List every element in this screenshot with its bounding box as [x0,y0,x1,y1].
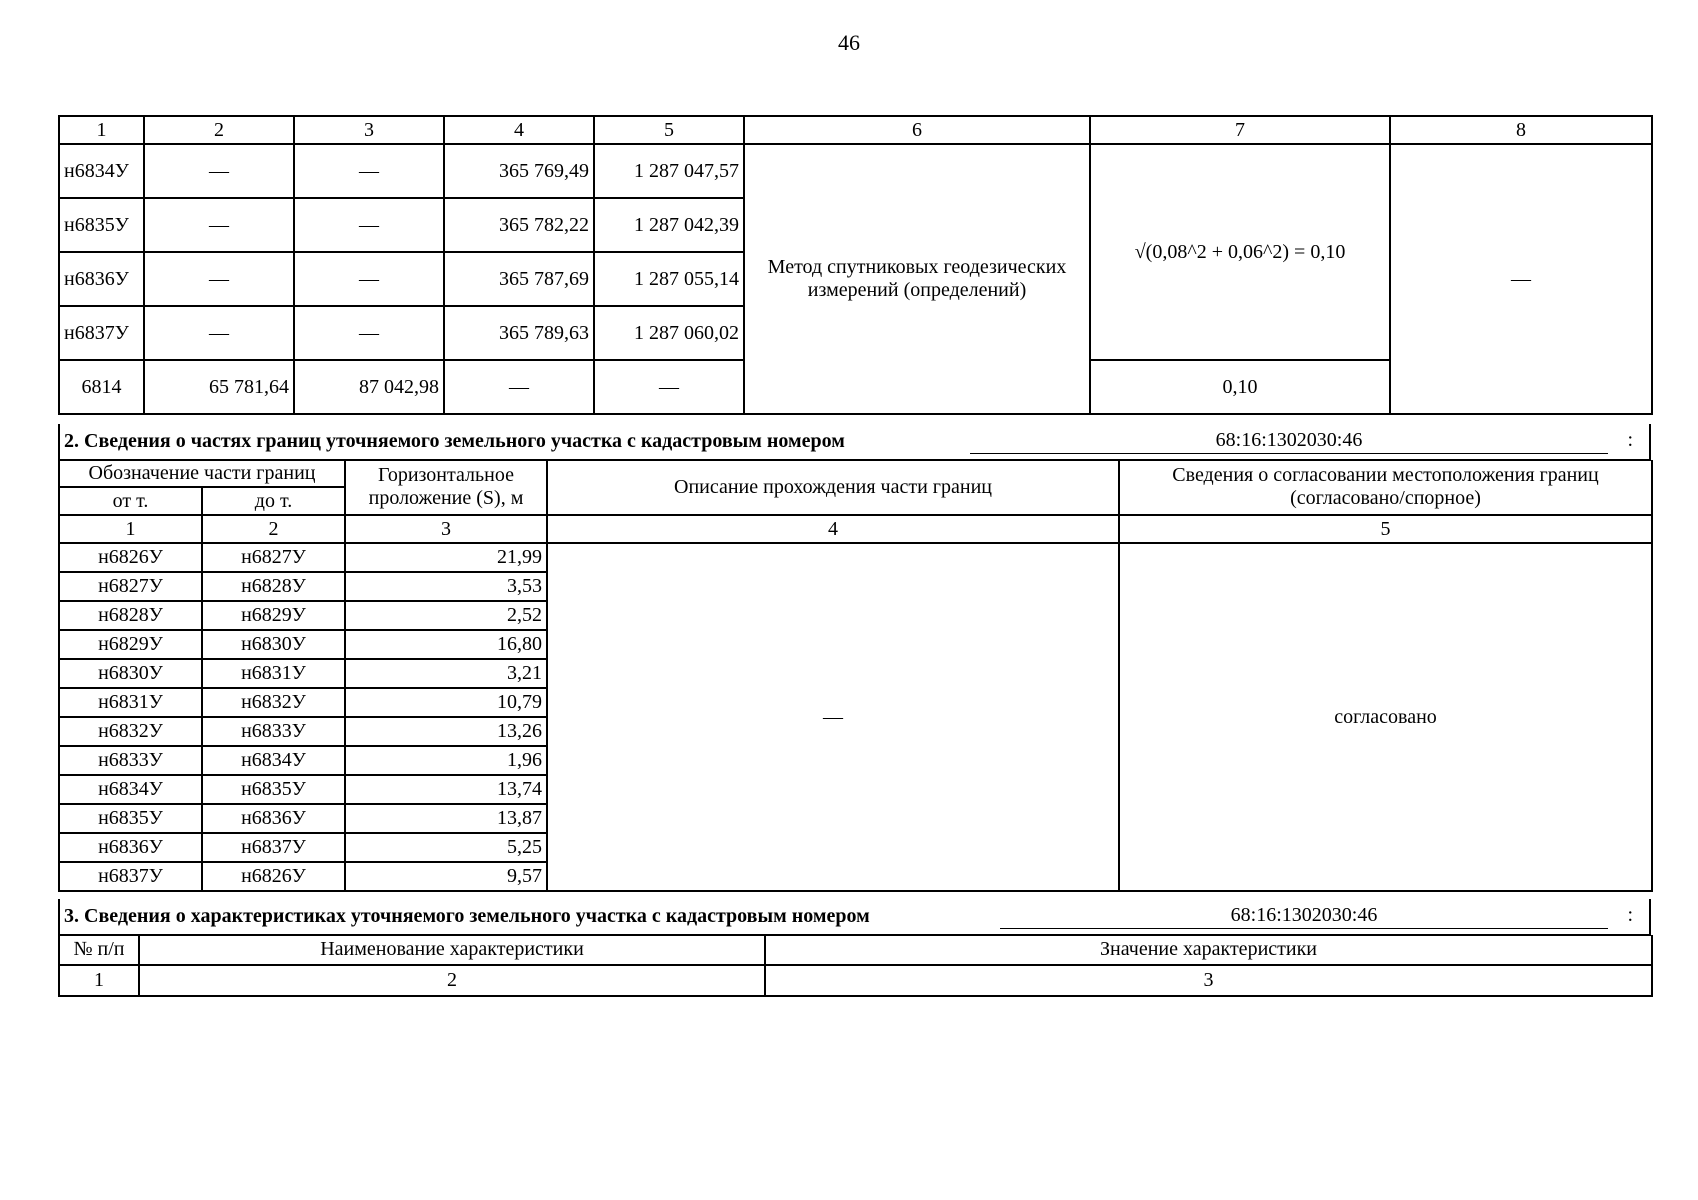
method-cell: Метод спутниковых геодезических измерений (определений) [744,144,1090,414]
from-point: н6828У [59,601,202,630]
from-header: от т. [59,487,202,515]
old-x: — [144,198,294,252]
old-x: 65 781,64 [144,360,294,414]
section3-heading [58,899,1651,936]
header-row [59,460,1652,487]
to-point: н6831У [202,659,345,688]
section2-colon: : [1627,429,1633,451]
from-point: н6835У [59,804,202,833]
to-point: н6837У [202,833,345,862]
to-point: н6833У [202,717,345,746]
horizontal-distance: 10,79 [345,688,547,717]
horizontal-header: Горизонтальное проложение (S), м [345,460,547,515]
old-x: — [144,306,294,360]
to-point: н6827У [202,543,345,572]
header-row [59,935,1652,965]
section3-colon: : [1627,904,1633,926]
accuracy-formula: √(0,08^2 + 0,06^2) = 0,10 [1090,144,1390,360]
num-header: № п/п [59,935,139,965]
column-numbers-row [59,116,1652,144]
col-number: 4 [444,116,594,144]
new-y: 1 287 060,02 [594,306,744,360]
table-row [59,543,1652,572]
from-point: н6827У [59,572,202,601]
old-y: 87 042,98 [294,360,444,414]
agreement-value: согласовано [1119,543,1652,891]
col-number: 7 [1090,116,1390,144]
to-point: н6830У [202,630,345,659]
section3-title: 3. Сведения о характеристиках уточняемого земельного участка с кадастровым номером [64,905,870,927]
col-number: 1 [59,515,202,543]
to-point: н6829У [202,601,345,630]
horizontal-distance: 5,25 [345,833,547,862]
point-id: н6834У [59,144,144,198]
col-number: 3 [345,515,547,543]
section2-cadastral-number: 68:16:1302030:46 [970,429,1608,454]
from-point: н6831У [59,688,202,717]
col-number: 2 [139,965,765,996]
to-header: до т. [202,487,345,515]
page-number: 46 [838,30,860,55]
col-number: 3 [294,116,444,144]
col-number: 6 [744,116,1090,144]
col-number: 1 [59,965,139,996]
from-point: н6833У [59,746,202,775]
old-x: — [144,144,294,198]
point-id: н6835У [59,198,144,252]
col-number: 5 [594,116,744,144]
col-number: 3 [765,965,1652,996]
col-number: 4 [547,515,1119,543]
old-y: — [294,198,444,252]
description-value: — [547,543,1119,891]
to-point: н6826У [202,862,345,891]
from-point: н6834У [59,775,202,804]
part-designation-header: Обозначение части границ [59,460,345,487]
name-header: Наименование характеристики [139,935,765,965]
value-header: Значение характеристики [765,935,1652,965]
col-number: 2 [144,116,294,144]
horizontal-distance: 3,53 [345,572,547,601]
horizontal-distance: 21,99 [345,543,547,572]
column-numbers-row [59,965,1652,996]
point-id: н6837У [59,306,144,360]
table-row [59,144,1652,198]
to-point: н6835У [202,775,345,804]
section2-title: 2. Сведения о частях границ уточняемого земельного участка с кадастровым номером [64,430,845,452]
from-point: н6837У [59,862,202,891]
point-id: н6836У [59,252,144,306]
col-number: 5 [1119,515,1652,543]
horizontal-distance: 16,80 [345,630,547,659]
horizontal-distance: 13,74 [345,775,547,804]
from-point: н6832У [59,717,202,746]
horizontal-distance: 3,21 [345,659,547,688]
col-number: 8 [1390,116,1652,144]
old-y: — [294,306,444,360]
new-y: 1 287 055,14 [594,252,744,306]
col-number: 2 [202,515,345,543]
to-point: н6836У [202,804,345,833]
characteristics-table [58,935,1653,997]
new-x: 365 782,22 [444,198,594,252]
horizontal-distance: 2,52 [345,601,547,630]
to-point: н6828У [202,572,345,601]
from-point: н6826У [59,543,202,572]
agreement-header: Сведения о согласовании местоположения границ (согласовано/спорное) [1119,460,1652,515]
col8-value: — [1390,144,1652,414]
horizontal-distance: 9,57 [345,862,547,891]
new-x: 365 789,63 [444,306,594,360]
from-point: н6829У [59,630,202,659]
to-point: н6832У [202,688,345,717]
section3-cadastral-number: 68:16:1302030:46 [1000,904,1608,929]
accuracy-last: 0,10 [1090,360,1390,414]
column-numbers-row [59,515,1652,543]
point-id: 6814 [59,360,144,414]
horizontal-distance: 13,26 [345,717,547,746]
section2-heading [58,424,1651,461]
coordinates-table [58,115,1653,415]
boundary-parts-table [58,460,1653,892]
new-y: — [594,360,744,414]
old-y: — [294,144,444,198]
to-point: н6834У [202,746,345,775]
from-point: н6830У [59,659,202,688]
from-point: н6836У [59,833,202,862]
description-header: Описание прохождения части границ [547,460,1119,515]
col-number: 1 [59,116,144,144]
horizontal-distance: 13,87 [345,804,547,833]
old-x: — [144,252,294,306]
old-y: — [294,252,444,306]
new-x: — [444,360,594,414]
new-x: 365 787,69 [444,252,594,306]
new-y: 1 287 047,57 [594,144,744,198]
horizontal-distance: 1,96 [345,746,547,775]
new-y: 1 287 042,39 [594,198,744,252]
new-x: 365 769,49 [444,144,594,198]
